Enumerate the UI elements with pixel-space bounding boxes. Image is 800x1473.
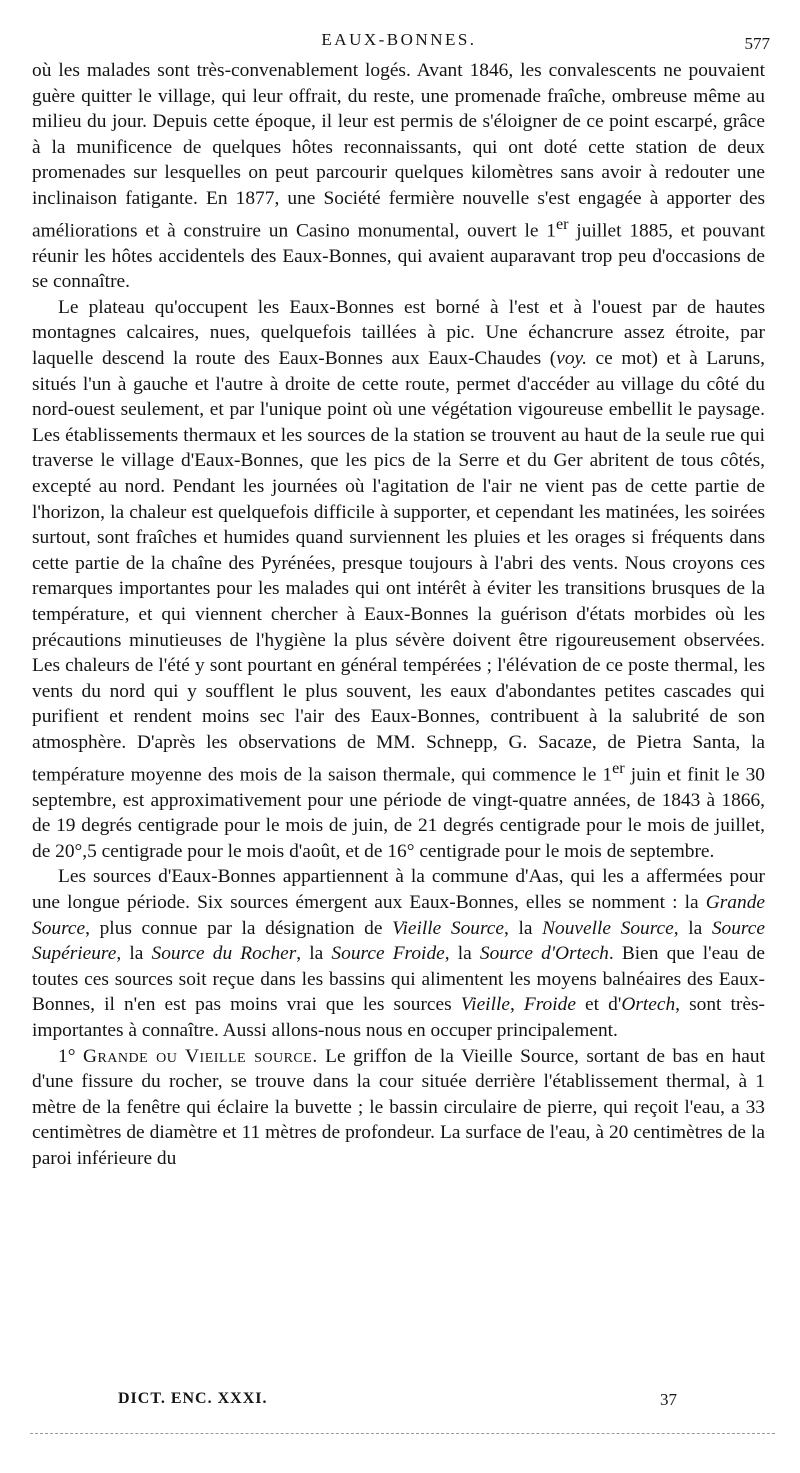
text-run: 1° bbox=[58, 1045, 83, 1067]
text-run: , la bbox=[444, 943, 480, 965]
italic-text: Source d'Ortech bbox=[479, 943, 609, 965]
paragraph bbox=[32, 864, 765, 1043]
sheet-number: 37 bbox=[660, 1390, 677, 1409]
text-run: ce mot) et à Laruns, situés l'un à gauche et l'autre à droite de cette route, permet d'accéder au village du côté du nord-ouest seulement, et par l'unique point où une végétation vigoureuse embellit le paysage. Les établissements thermaux et les sources de la station se trouvent au haut de la seule rue qui traverse le village d'Eaux-Bonnes, que les pics de la Serre et du Ger abritent de tous côtés, excepté au nord. Pendant les journées où l'agitation de l'air ne vient pas de cette partie de l'horizon, la chaleur est quelquefois difficile à supporter, et cependant les matinées, les soirées surtout, sont fraîches et humides quand surviennent les pluies et les orages si fréquents dans cette partie de la chaîne des Pyrénées, presque toujours à l'abri des vents. Nous croyons ces remarques importantes pour les malades qui ont intérêt à éviter les transitions brusques de la température, et qui viennent chercher à Eaux-Bonnes la guérison d'états morbides où les précautions minutieuses de l'hygiène la plus sévère doivent être rigoureusement observées. Les chaleurs de l'été y sont pourtant en général tempérées ; l'élévation de ce poste thermal, les vents du nord qui y soufflent le plus souvent, les eaux d'abondantes petites cascades qui purifient et rendent moins sec l'air des Eaux-Bonnes, contribuent à la salubrité de son atmosphère. D'après les observations de MM. Schnepp, G. Sacaze, de Pietra Santa, la température moyenne des mois de la saison thermale, qui commence le 1 bbox=[32, 348, 765, 785]
text-run: , la bbox=[504, 917, 543, 939]
running-title: EAUX-BONNES. bbox=[321, 30, 477, 49]
body-text bbox=[32, 58, 765, 1171]
italic-text: Source Froide bbox=[331, 943, 445, 965]
superscript-text: er bbox=[612, 759, 625, 777]
italic-text: Vieille Source bbox=[392, 917, 505, 939]
text-run: Les sources d'Eaux-Bonnes appartiennent à la commune d'Aas, qui les a affermées pour une longue période. Six sources émergent aux Eaux-Bonnes, elles se nomment : la bbox=[32, 866, 765, 913]
paragraph bbox=[32, 58, 765, 295]
italic-text: Froide bbox=[523, 994, 576, 1016]
text-run: et d' bbox=[575, 994, 622, 1016]
text-run: Le plateau qu'occupent les Eaux-Bonnes est borné à l'est et à l'ouest par de hautes montagnes calcaires, nues, quelquefois taillées à pic. Une échancrure assez étroite, par laquelle descend la route des Eaux-Bonnes aux Eaux-Chaudes ( bbox=[32, 296, 765, 369]
bottom-rule bbox=[30, 1433, 775, 1434]
printer-signature bbox=[118, 1390, 268, 1408]
italic-text: Ortech bbox=[621, 994, 676, 1016]
section-heading: Grande ou Vieille source. bbox=[82, 1045, 318, 1067]
text-run: , sont très-importantes à connaître. Aussi allons-nous nous en occuper principalement. bbox=[32, 994, 765, 1041]
page-footer bbox=[118, 1390, 688, 1416]
italic-text: Grande Source bbox=[32, 891, 765, 939]
text-run: . Bien que l'eau de toutes ces sources soit reçue dans les bassins qui alimentent les moyens balnéaires des Eaux-Bonnes, il n'en est pas moins vrai que les sources bbox=[32, 943, 765, 1016]
text-run: , la bbox=[116, 943, 152, 965]
italic-text: Vieille bbox=[460, 994, 510, 1016]
text-run: juillet 1885, et pouvant réunir les hôtes accidentels des Eaux-Bonnes, qui avaient auparavant trop peu d'occasions de se connaître. bbox=[32, 220, 765, 293]
text-run: juin et finit le 30 septembre, est approximativement pour une période de vingt-quatre années, de 1843 à 1866, de 19 degrés centigrade pour le mois de juin, de 21 degrés centigrade pour le mois de juillet, de 20°,5 centigrade pour le mois d'août, et de 16° centigrade pour le mois de septembre. bbox=[32, 763, 765, 862]
text-run: , plus connue par la désignation de bbox=[85, 917, 393, 939]
paragraph bbox=[32, 295, 765, 865]
text-run: , bbox=[509, 994, 524, 1016]
page-header bbox=[28, 30, 770, 58]
text-run: , la bbox=[296, 943, 332, 965]
italic-text: Source Supérieure bbox=[32, 917, 765, 965]
page-number: 577 bbox=[744, 34, 770, 53]
italic-text: Nouvelle Source bbox=[542, 917, 674, 939]
text-run: Le griffon de la Vieille Source, sortant de bas en haut d'une fissure du rocher, se trouve dans la cour située derrière l'établissement thermal, à 1 mètre de la fenêtre qui éclaire la buvette ; le bassin circulaire de pierre, qui reçoit l'eau, a 33 centimètres de diamètre et 11 mètres de profondeur. La surface de l'eau, à 20 centimètres de la paroi inférieure du bbox=[32, 1045, 765, 1169]
text-run: où les malades sont très-convenablement logés. Avant 1846, les convalescents ne pouvaient guère quitter le village, qui leur offrait, du reste, une promenade fraîche, ombreuse même au milieu du jour. Depuis cette époque, il leur est permis de s'éloigner de ce point escarpé, grâce à la munificence de quelques hôtes reconnaissants, qui ont doté cette station de deux promenades sur lesquelles on peut parcourir quelques kilomètres sans avoir à redouter une inclinaison fatigante. En 1877, une Société fermière nouvelle s'est engagée à apporter des améliorations et à construire un Casino monumental, ouvert le 1 bbox=[32, 60, 765, 242]
italic-text: Source du Rocher bbox=[151, 943, 297, 965]
paragraph bbox=[32, 1044, 765, 1172]
signature-text: DICT. ENC. XXXI. bbox=[118, 1390, 268, 1407]
superscript-text: er bbox=[555, 215, 569, 233]
italic-text: voy. bbox=[556, 348, 587, 369]
text-run: , la bbox=[673, 917, 712, 939]
